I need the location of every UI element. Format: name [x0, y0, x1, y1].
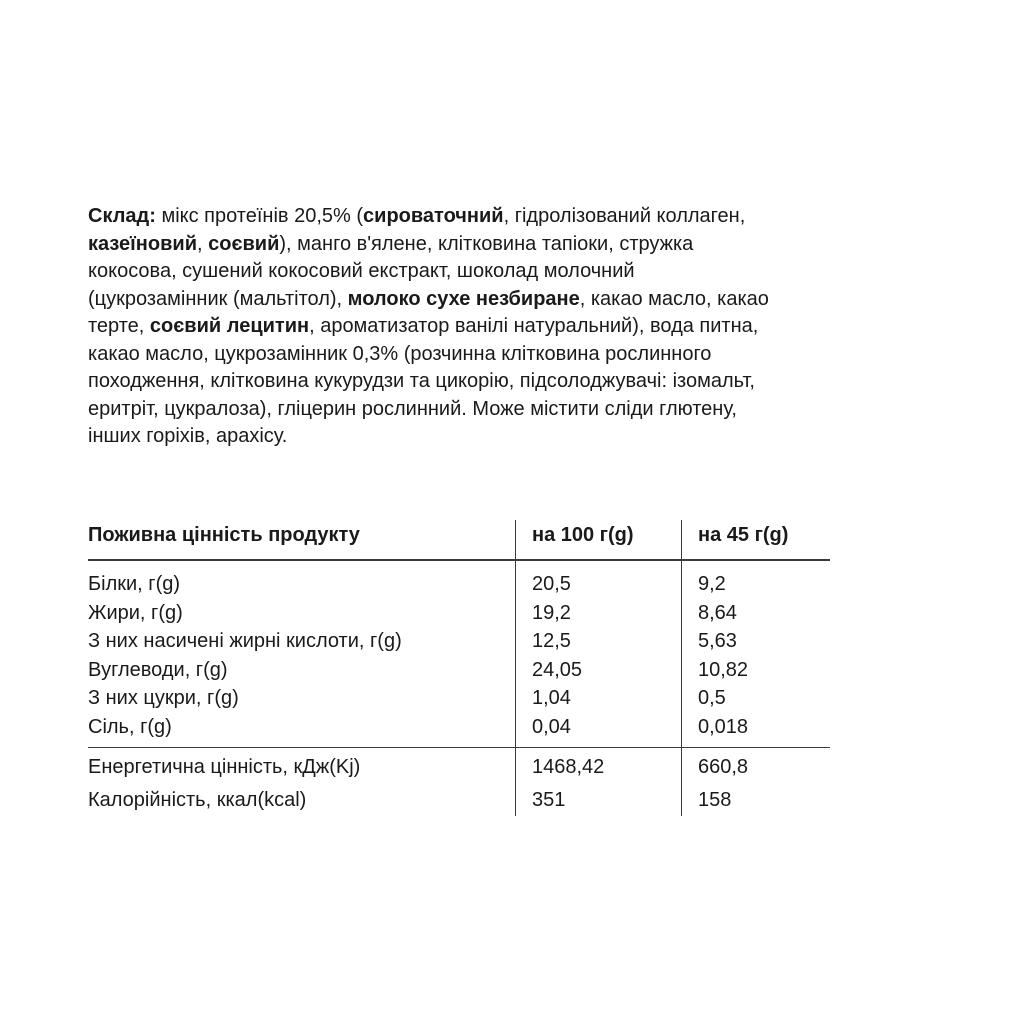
- composition-bold-segment: соєвий лецитин: [149, 315, 310, 337]
- composition-text: [88, 203, 958, 451]
- table-row: [88, 630, 830, 659]
- composition-bold-segment: Склад:: [88, 205, 156, 227]
- composition-line: [88, 231, 958, 259]
- composition-segment: терте,: [88, 315, 150, 337]
- composition-line: [88, 396, 958, 424]
- nutrient-name: З них цукри, г(g): [88, 687, 239, 709]
- composition-line: [88, 341, 958, 369]
- composition-segment: еритріт, цукралоза), гліцерин рослинний. Може містити сліди глютену,: [88, 397, 737, 420]
- value-per-100g: 1468,42: [532, 756, 605, 778]
- table-row: [88, 659, 830, 688]
- table-row: [88, 602, 830, 631]
- table-header-row: [88, 516, 830, 556]
- composition-line: [88, 286, 958, 314]
- nutrient-name: Калорійність, ккал(kcal): [88, 789, 307, 811]
- composition-bold-segment: казеїновий: [88, 232, 197, 255]
- composition-line: [88, 313, 958, 341]
- value-per-45g: 0,5: [698, 687, 726, 709]
- value-per-100g: 1,04: [532, 687, 571, 709]
- header-divider: [88, 559, 830, 561]
- table-row: [88, 716, 830, 745]
- nutrient-name: Жири, г(g): [88, 601, 183, 624]
- value-per-45g: 660,8: [698, 756, 749, 778]
- value-per-100g: 0,04: [532, 715, 571, 738]
- composition-segment: кокосова, сушений кокосовий екстракт, шоколад молочний: [88, 260, 635, 282]
- header-per-100g: на 100 г(g): [532, 524, 634, 546]
- composition-segment: походження, клітковина кукурудзи та цикорію, підсолоджувачі: ізомальт,: [88, 370, 755, 392]
- table-row: [88, 789, 830, 822]
- composition-bold-segment: соєвий: [208, 232, 280, 255]
- composition-segment: , какао масло, какао: [579, 287, 769, 310]
- composition-segment: , гідролізований коллаген,: [503, 205, 746, 227]
- composition-bold-segment: сироваточний: [363, 205, 504, 227]
- composition-segment: ,: [196, 232, 209, 255]
- value-per-100g: 19,2: [532, 601, 571, 624]
- table-row: [88, 756, 830, 789]
- table-row: [88, 687, 830, 716]
- nutrient-name: Білки, г(g): [88, 573, 181, 595]
- table-row: [88, 573, 830, 602]
- composition-line: [88, 423, 958, 451]
- value-per-45g: 8,64: [698, 601, 737, 624]
- nutrition-table: [88, 516, 830, 811]
- composition-segment: мікс протеїнів 20,5% (: [155, 205, 364, 227]
- header-product: Поживна цінність продукту: [88, 524, 360, 546]
- composition-bold-segment: молоко сухе незбиране: [347, 287, 580, 310]
- value-per-45g: 10,82: [698, 658, 749, 681]
- composition-line: [88, 368, 958, 396]
- value-per-100g: 20,5: [532, 573, 571, 595]
- composition-segment: какао масло, цукрозамінник 0,3% (розчинна клітковина рослинного: [88, 342, 712, 365]
- composition-segment: ), манго в'ялене, клітковина тапіоки, стружка: [279, 232, 694, 255]
- value-per-45g: 5,63: [698, 630, 737, 652]
- composition-line: [88, 203, 958, 231]
- value-per-45g: 0,018: [698, 715, 749, 738]
- composition-segment: , ароматизатор ванілі натуральний), вода питна,: [309, 315, 759, 337]
- value-per-100g: 12,5: [532, 630, 571, 652]
- column-divider-2: [681, 520, 682, 816]
- value-per-45g: 158: [698, 789, 732, 811]
- header-per-45g: на 45 г(g): [698, 524, 789, 546]
- column-divider-1: [515, 520, 516, 816]
- nutrient-name: Енергетична цінність, кДж(Kj): [88, 756, 361, 778]
- composition-segment: інших горіхів, арахісу.: [88, 425, 288, 447]
- nutrient-name: Вуглеводи, г(g): [88, 658, 228, 681]
- nutrient-name: З них насичені жирні кислоти, г(g): [88, 630, 402, 652]
- nutrient-name: Сіль, г(g): [88, 715, 172, 738]
- value-per-45g: 9,2: [698, 573, 726, 595]
- value-per-100g: 351: [532, 789, 566, 811]
- composition-segment: (цукрозамінник (мальтітол),: [88, 287, 348, 310]
- composition-line: [88, 258, 958, 286]
- value-per-100g: 24,05: [532, 658, 583, 681]
- section-divider: [88, 747, 830, 748]
